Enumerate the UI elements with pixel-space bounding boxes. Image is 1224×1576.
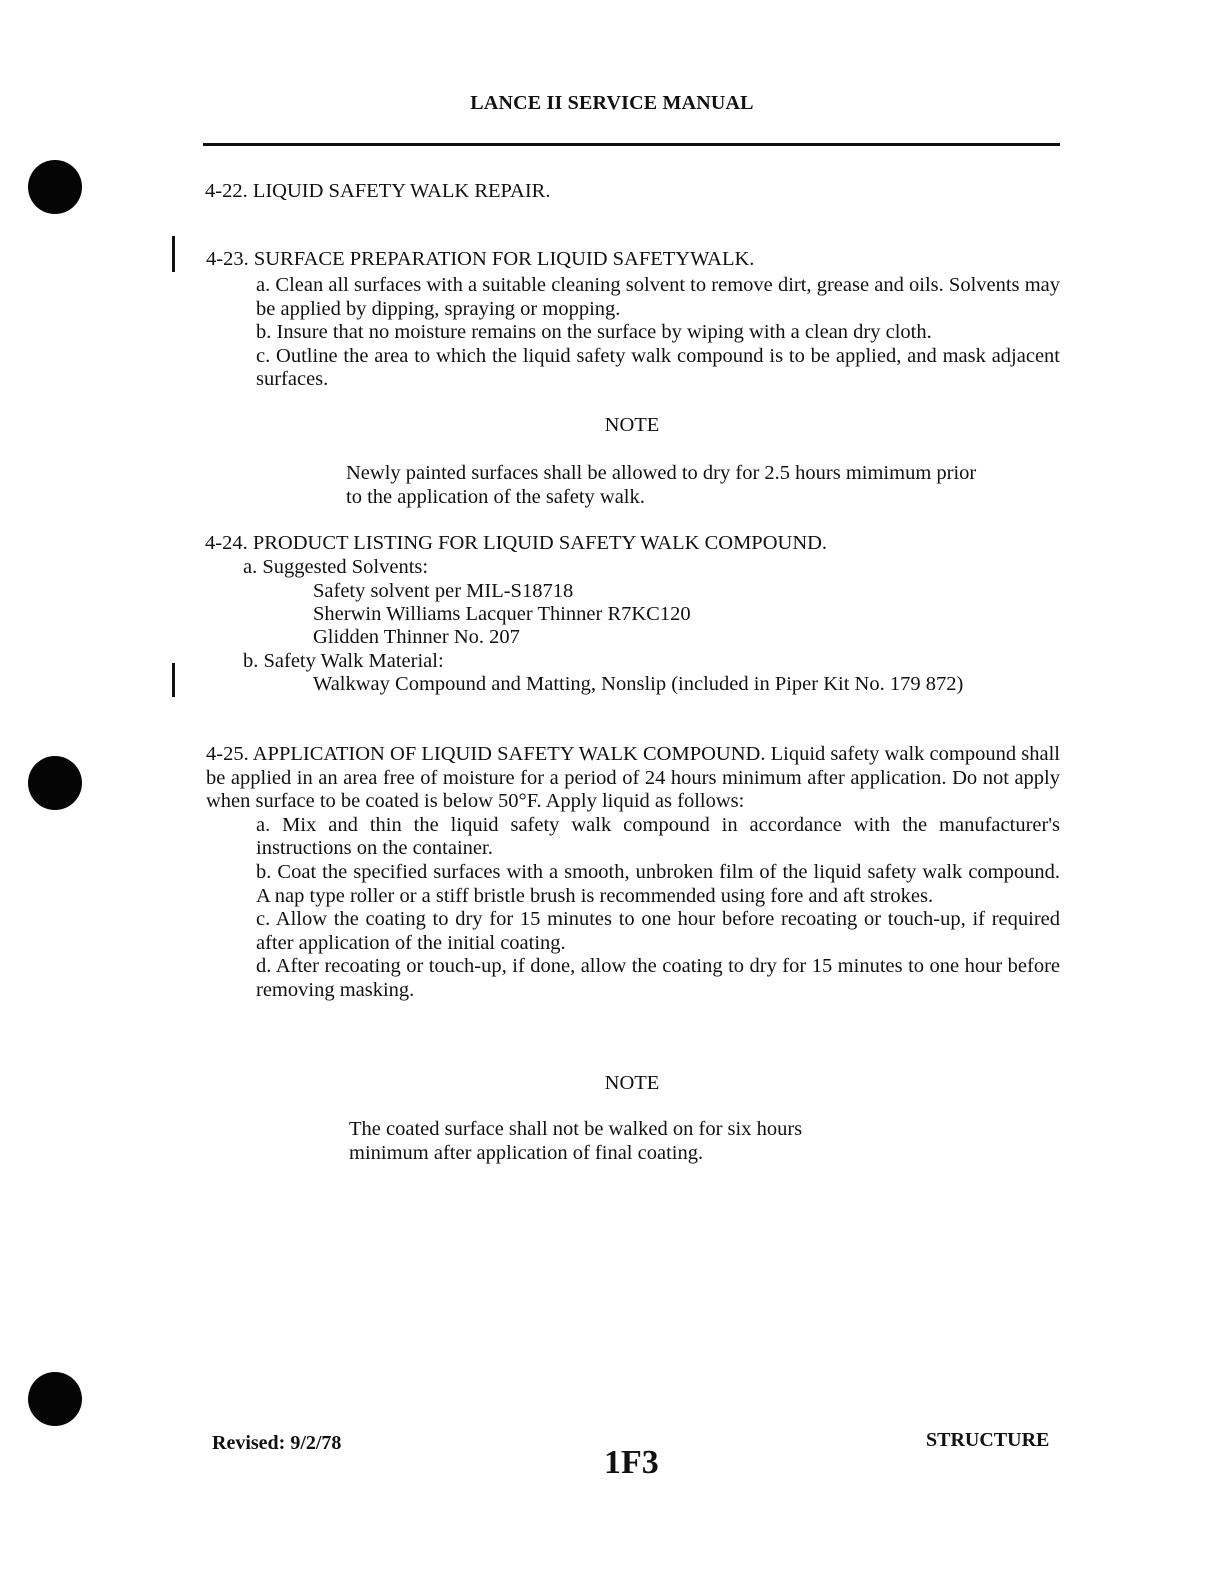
paragraph-4-25-a: a. Mix and thin the liquid safety walk compound in accordance with the manufacturer's instructions on the container. bbox=[256, 813, 1060, 860]
paragraph-4-23-a: a. Clean all surfaces with a suitable cleaning solvent to remove dirt, grease and oils. Solvents may be applied by dipping, spraying or mopping. bbox=[256, 274, 1060, 320]
note-text-line: Newly painted surfaces shall be allowed to dry for 2.5 hours mimimum prior bbox=[346, 462, 977, 484]
list-item-suggested-solvents: a. Suggested Solvents: bbox=[243, 556, 429, 578]
solvent-item: Glidden Thinner No. 207 bbox=[313, 626, 520, 648]
revision-bar bbox=[172, 236, 175, 272]
note-text-line: to the application of the safety walk. bbox=[346, 486, 645, 508]
page-header-title: LANCE II SERVICE MANUAL bbox=[470, 92, 754, 114]
material-item: Walkway Compound and Matting, Nonslip (included in Piper Kit No. 179 872) bbox=[313, 673, 964, 695]
solvent-item: Safety solvent per MIL-S18718 bbox=[313, 580, 574, 602]
section-heading-4-24: 4-24. PRODUCT LISTING FOR LIQUID SAFETY WALK COMPOUND. bbox=[205, 532, 828, 554]
solvent-item: Sherwin Williams Lacquer Thinner R7KC120 bbox=[313, 603, 691, 625]
list-item-safety-walk-material: b. Safety Walk Material: bbox=[243, 650, 444, 672]
note-text-line: minimum after application of final coating. bbox=[349, 1142, 704, 1164]
paragraph-4-25-c: c. Allow the coating to dry for 15 minutes to one hour before recoating or touch-up, if required after application of the initial coating. bbox=[256, 908, 1060, 954]
paragraph-4-25-intro: 4-25. APPLICATION OF LIQUID SAFETY WALK COMPOUND. Liquid safety walk compound shall be applied in an area free of moisture for a period of 24 hours minimum after application. Do not apply when surface to be coated is below 50°F. Apply liquid as follows: bbox=[206, 743, 1060, 813]
binder-hole-middle bbox=[28, 756, 82, 810]
footer-revised-date: Revised: 9/2/78 bbox=[212, 1432, 342, 1454]
section-4-25-body bbox=[206, 743, 1060, 1003]
paragraph-4-23-b: b. Insure that no moisture remains on the surface by wiping with a clean dry cloth. bbox=[256, 321, 932, 344]
note-label: NOTE bbox=[604, 414, 660, 436]
binder-hole-bottom bbox=[28, 1372, 82, 1426]
paragraph-4-23-c: c. Outline the area to which the liquid safety walk compound is to be applied, and mask adjacent surfaces. bbox=[256, 344, 1060, 391]
note-label: NOTE bbox=[604, 1072, 660, 1094]
binder-hole-top bbox=[28, 160, 82, 214]
footer-page-number: 1F3 bbox=[604, 1444, 659, 1481]
paragraph-4-25-b: b. Coat the specified surfaces with a smooth, unbroken film of the liquid safety walk compound. A nap type roller or a stiff bristle brush is recommended using fore and aft strokes. bbox=[256, 860, 1060, 907]
header-rule bbox=[203, 143, 1060, 146]
revision-bar bbox=[172, 663, 175, 697]
footer-section-name: STRUCTURE bbox=[926, 1429, 1050, 1451]
section-4-23-body bbox=[206, 274, 1060, 392]
section-heading-4-23: 4-23. SURFACE PREPARATION FOR LIQUID SAFETYWALK. bbox=[206, 248, 755, 270]
note-text-line: The coated surface shall not be walked on for six hours bbox=[349, 1118, 803, 1140]
section-heading-4-22: 4-22. LIQUID SAFETY WALK REPAIR. bbox=[205, 180, 551, 202]
paragraph-4-25-d: d. After recoating or touch-up, if done, allow the coating to dry for 15 minutes to one hour before removing masking. bbox=[256, 955, 1060, 1001]
